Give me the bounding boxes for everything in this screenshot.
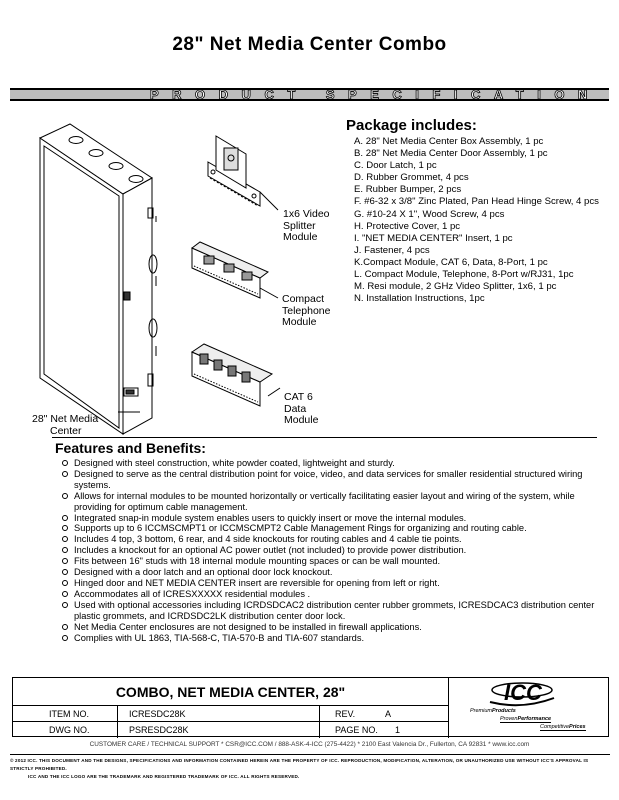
tagline-2b: Performance [517, 716, 552, 722]
list-item: F. #6-32 x 3/8" Zinc Plated, Pan Head Hinge Screw, 4 pcs [354, 196, 599, 208]
feature-text: Includes 4 top, 3 bottom, 6 rear, and 4 side knockouts for routing cables and 4 cable tie points. [74, 534, 462, 545]
list-item: N. Installation Instructions, 1pc [354, 293, 485, 305]
list-item: K.Compact Module, CAT 6, Data, 8-Port, 1 pc [354, 256, 548, 268]
page-title: 28" Net Media Center Combo [172, 34, 447, 55]
features-list [62, 458, 612, 643]
list-item [62, 567, 612, 578]
feature-text: Supports up to 6 ICCMSCMPT1 or ICCMSCMPT2 Cable Management Rings for organizing and routing cable. [74, 523, 527, 534]
feature-text: Hinged door and NET MEDIA CENTER insert are reversible for opening from left or right. [74, 577, 440, 588]
features-title: Features and Benefits: [55, 440, 206, 456]
feature-text: Used with optional accessories including ICRDSDCAC2 distribution center rubber grommets, ICRESDCAC3 distribution center plastic grommets, and ICRDSDC2LK distribution center door lock. [74, 599, 595, 621]
dwg-label: DWG NO. [49, 725, 90, 735]
list-item [62, 534, 612, 545]
bullet-icon [62, 569, 68, 575]
page-value: 1 [395, 725, 401, 735]
list-item: H. Protective Cover, 1 pc [354, 220, 461, 232]
list-item: C. Door Latch, 1 pc [354, 160, 437, 172]
callout-line: Module [283, 231, 318, 243]
rev-value: A [385, 709, 392, 719]
dwg-row [13, 722, 449, 738]
cat6-module [192, 344, 272, 406]
footer-contact: CUSTOMER CARE / TECHNICAL SUPPORT * CSR@ICC.COM / 888-ASK-4-ICC (275-4422) * 2100 East Valencia Dr., Fullerton, CA 92831 * www.icc.com [89, 741, 530, 748]
bullet-icon [62, 547, 68, 553]
callout-telephone [282, 294, 330, 329]
list-item: L. Compact Module, Telephone, 8-Port w/RJ31, 1pc [354, 269, 574, 281]
logo-brand-text: ICC [504, 680, 542, 705]
list-item [62, 622, 612, 633]
bullet-icon [62, 525, 68, 531]
callout-line: Splitter [283, 219, 316, 232]
list-item [62, 633, 612, 644]
tagline-1b: Products [492, 708, 516, 714]
item-value: ICRESDC28K [129, 709, 186, 719]
callout-net-media-center [32, 414, 98, 437]
bullet-icon [62, 515, 68, 521]
tagline-2 [500, 716, 551, 723]
bullet-icon [62, 460, 68, 466]
feature-text: Designed with a door latch and an optional door lock knockout. [74, 567, 333, 578]
bullet-icon [62, 493, 68, 499]
callout-cat6 [284, 392, 318, 427]
callout-line: 28" Net Media [32, 413, 99, 425]
list-item: G. #10-24 X 1", Wood Screw, 4 pcs [354, 208, 505, 220]
feature-text: Includes a knockout for an optional AC power outlet (not included) to provide power distribution. [74, 545, 467, 556]
list-item [62, 458, 612, 469]
feature-text: Designed with steel construction, white powder coated, lightweight and sturdy. [74, 458, 395, 468]
callout-line: Compact [282, 293, 325, 305]
feature-text: Designed to serve as the central distribution point for voice, video, and data services for smaller residential structured wiring systems. [74, 468, 583, 490]
bullet-icon [62, 602, 68, 608]
list-item [62, 513, 612, 524]
list-item: M. Resi module, 2 GHz Video Splitter, 1x6, 1 pc [354, 281, 557, 293]
bullet-icon [62, 536, 68, 542]
callout-line: Data [284, 402, 307, 415]
list-item [62, 469, 612, 491]
bullet-icon [62, 580, 68, 586]
callout-video-splitter [283, 209, 330, 244]
features-divider [52, 437, 597, 438]
page-label: PAGE NO. [335, 725, 378, 735]
tagline-2a: Proven [500, 716, 518, 722]
legal-notice [10, 757, 613, 781]
callout-line: 1x6 Video [283, 208, 330, 220]
list-item: A. 28" Net Media Center Box Assembly, 1 pc [354, 136, 544, 147]
legal-divider [10, 754, 610, 755]
bullet-icon [62, 591, 68, 597]
item-row [13, 706, 449, 722]
list-item: J. Fastener, 4 pcs [354, 244, 430, 256]
bullet-icon [62, 471, 68, 477]
callout-line: Telephone [282, 304, 331, 317]
feature-text: Accommodates all of ICRESXXXXX residential modules . [74, 588, 311, 599]
callout-line: Module [284, 414, 319, 426]
item-label: ITEM NO. [49, 709, 89, 719]
package-list [354, 136, 616, 305]
telephone-module [192, 242, 268, 298]
list-item [62, 600, 612, 622]
tagline-1a: Premium [470, 708, 493, 714]
bullet-icon [62, 635, 68, 641]
list-item [62, 589, 612, 600]
title-block [12, 677, 609, 737]
legal-line: ICC AND THE ICC LOGO ARE THE TRADEMARK AND REGISTERED TRADEMARK OF ICC. ALL RIGHTS RESERVED. [28, 774, 300, 779]
feature-text: Complies with UL 1863, TIA-568-C, TIA-570-B and TIA-607 standards. [74, 632, 365, 643]
list-item [62, 491, 612, 513]
video-splitter-module [208, 136, 260, 206]
rev-label: REV. [335, 709, 356, 719]
tagline-3 [540, 724, 586, 731]
icc-logo [450, 678, 608, 736]
list-item [62, 523, 612, 534]
tagline-1 [470, 708, 516, 714]
package-includes-title: Package includes: [346, 117, 477, 134]
list-item [62, 545, 612, 556]
product-specification-banner [10, 88, 609, 101]
banner-text: PRODUCT SPECIFICATION [150, 87, 601, 102]
feature-text: Allows for internal modules to be mounted horizontally or vertically facilitating easier layout and wiring of the system, while providing for optimum cable management. [74, 490, 575, 512]
feature-text: Integrated snap-in module system enables users to quickly insert or move the internal modules. [74, 512, 467, 523]
bullet-icon [62, 558, 68, 564]
callout-line: CAT 6 [284, 391, 313, 403]
dwg-value: PSRESDC28K [129, 725, 189, 735]
feature-text: Net Media Center enclosures are not designed to be installed in firewall applications. [74, 621, 422, 632]
list-item [62, 556, 612, 567]
callout-line: Center [50, 424, 82, 437]
callout-line: Module [282, 316, 317, 328]
tagline-3b: Prices [569, 724, 586, 730]
list-item: E. Rubber Bumper, 2 pcs [354, 184, 462, 196]
list-item [62, 578, 612, 589]
list-item: I. "NET MEDIA CENTER" Insert, 1 pc [354, 232, 513, 244]
legal-line: © 2012 ICC. THIS DOCUMENT AND THE DESIGNS, SPECIFICATIONS AND INFORMATION CONTAINED HEREIN ARE THE PROPERTY OF ICC. REPRODUCTION, MODIFICATION, ALTERATION, OR UNAUTHORIZED USE WITHOUT ICC'S APPROVAL IS STRICTLY PROHIBITED. [10, 758, 589, 771]
tagline-3a: Competitive [540, 724, 570, 730]
list-item: B. 28" Net Media Center Door Assembly, 1 pc [354, 148, 548, 160]
bullet-icon [62, 624, 68, 630]
feature-text: Fits between 16" studs with 18 internal module mounting spaces or can be wall mounted. [74, 556, 441, 567]
list-item: D. Rubber Grommet, 4 pcs [354, 172, 469, 184]
product-name: COMBO, NET MEDIA CENTER, 28" [13, 678, 449, 706]
